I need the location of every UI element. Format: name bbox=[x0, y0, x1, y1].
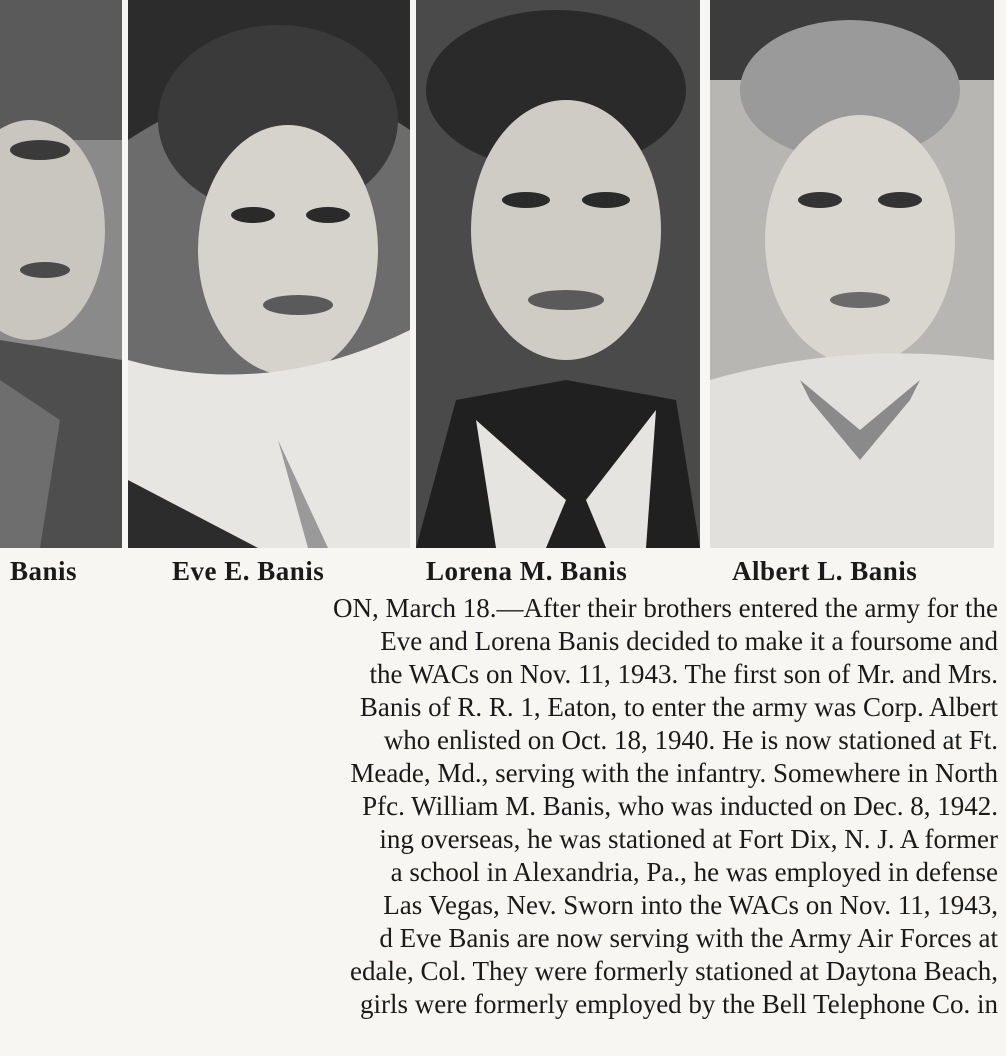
caption-albert: Albert L. Banis bbox=[732, 556, 918, 586]
article-line: d Eve Banis are now serving with the Army Air Forces at bbox=[379, 923, 998, 953]
article-line: ON, March 18.—After their brothers entered the army for the bbox=[332, 593, 998, 623]
article-line: a school in Alexandria, Pa., he was employed in defense bbox=[390, 857, 998, 887]
article-line: ing overseas, he was stationed at Fort Dix, N. J. A former bbox=[379, 824, 998, 854]
article-body bbox=[0, 592, 1006, 1032]
caption-lorena: Lorena M. Banis bbox=[426, 556, 628, 586]
article-line: Eve and Lorena Banis decided to make it a foursome and bbox=[380, 626, 998, 656]
portrait-photo-lorena bbox=[416, 0, 700, 548]
article-line: Meade, Md., serving with the infantry. Somewhere in North bbox=[350, 758, 998, 788]
caption-eve: Eve E. Banis bbox=[172, 556, 325, 586]
portrait-photo-eve bbox=[128, 0, 410, 548]
portrait-photo-albert bbox=[710, 0, 994, 548]
article-line: Las Vegas, Nev. Sworn into the WACs on Nov. 11, 1943, bbox=[383, 890, 998, 920]
article-line: Banis of R. R. 1, Eaton, to enter the army was Corp. Albert bbox=[359, 692, 998, 722]
photo-captions bbox=[0, 552, 1006, 592]
article-line: the WACs on Nov. 11, 1943. The first son of Mr. and Mrs. bbox=[369, 659, 998, 689]
article-line: girls were formerly employed by the Bell Telephone Co. in bbox=[360, 989, 998, 1019]
article-line: who enlisted on Oct. 18, 1940. He is now stationed at Ft. bbox=[383, 725, 998, 755]
article-line: Pfc. William M. Banis, who was inducted on Dec. 8, 1942. bbox=[362, 791, 998, 821]
portrait-photo-1 bbox=[0, 0, 122, 548]
caption-william: Banis bbox=[10, 556, 78, 586]
article-line: edale, Col. They were formerly stationed at Daytona Beach, bbox=[349, 956, 998, 986]
